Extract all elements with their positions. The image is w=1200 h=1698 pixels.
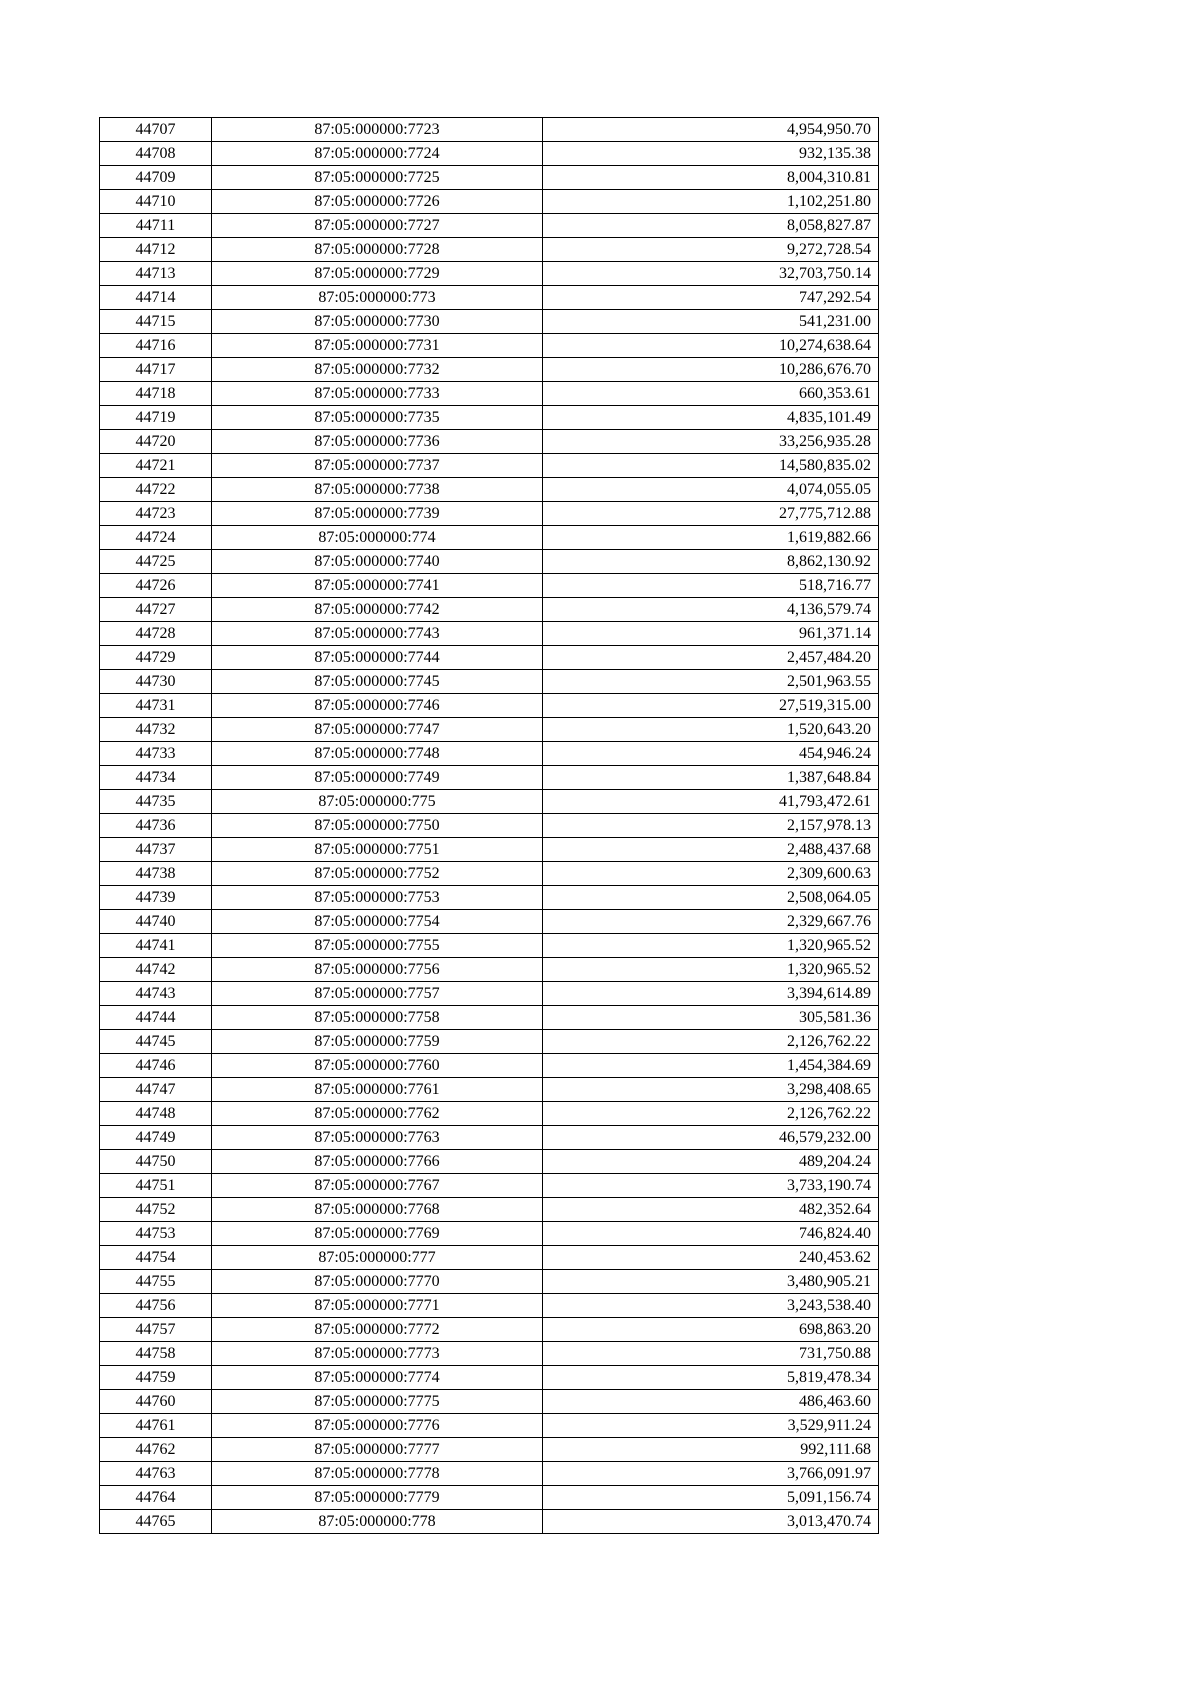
cadastral-number-cell: 87:05:000000:7773 — [212, 1342, 543, 1366]
cadastral-number-cell: 87:05:000000:7730 — [212, 310, 543, 334]
cadastral-number-cell: 87:05:000000:7772 — [212, 1318, 543, 1342]
cadastral-number-cell: 87:05:000000:7736 — [212, 430, 543, 454]
cadastral-number-cell: 87:05:000000:7733 — [212, 382, 543, 406]
value-amount-cell: 4,136,579.74 — [543, 598, 879, 622]
cadastral-number-cell: 87:05:000000:778 — [212, 1510, 543, 1534]
cadastral-number-cell: 87:05:000000:7742 — [212, 598, 543, 622]
cadastral-number-cell: 87:05:000000:7777 — [212, 1438, 543, 1462]
value-amount-cell: 8,862,130.92 — [543, 550, 879, 574]
value-amount-cell: 1,454,384.69 — [543, 1054, 879, 1078]
row-number-cell: 44736 — [100, 814, 212, 838]
row-number-cell: 44734 — [100, 766, 212, 790]
cadastral-number-cell: 87:05:000000:777 — [212, 1246, 543, 1270]
table-row — [100, 1198, 879, 1222]
value-amount-cell: 5,819,478.34 — [543, 1366, 879, 1390]
cadastral-number-cell: 87:05:000000:7775 — [212, 1390, 543, 1414]
value-amount-cell: 454,946.24 — [543, 742, 879, 766]
row-number-cell: 44747 — [100, 1078, 212, 1102]
row-number-cell: 44711 — [100, 214, 212, 238]
row-number-cell: 44726 — [100, 574, 212, 598]
table-row — [100, 718, 879, 742]
table-row — [100, 694, 879, 718]
value-amount-cell: 2,488,437.68 — [543, 838, 879, 862]
value-amount-cell: 3,243,538.40 — [543, 1294, 879, 1318]
table-row — [100, 358, 879, 382]
value-amount-cell: 2,126,762.22 — [543, 1102, 879, 1126]
value-amount-cell: 27,519,315.00 — [543, 694, 879, 718]
value-amount-cell: 1,387,648.84 — [543, 766, 879, 790]
table-row — [100, 478, 879, 502]
cadastral-number-cell: 87:05:000000:7729 — [212, 262, 543, 286]
cadastral-number-cell: 87:05:000000:7745 — [212, 670, 543, 694]
row-number-cell: 44765 — [100, 1510, 212, 1534]
row-number-cell: 44753 — [100, 1222, 212, 1246]
value-amount-cell: 10,274,638.64 — [543, 334, 879, 358]
row-number-cell: 44748 — [100, 1102, 212, 1126]
table-row — [100, 502, 879, 526]
row-number-cell: 44715 — [100, 310, 212, 334]
cadastral-number-cell: 87:05:000000:7776 — [212, 1414, 543, 1438]
table-row — [100, 1318, 879, 1342]
value-amount-cell: 2,501,963.55 — [543, 670, 879, 694]
value-amount-cell: 3,013,470.74 — [543, 1510, 879, 1534]
row-number-cell: 44707 — [100, 118, 212, 142]
cadastral-number-cell: 87:05:000000:7766 — [212, 1150, 543, 1174]
value-amount-cell: 4,074,055.05 — [543, 478, 879, 502]
value-amount-cell: 482,352.64 — [543, 1198, 879, 1222]
table-row — [100, 1390, 879, 1414]
cadastral-value-table — [99, 117, 879, 1534]
row-number-cell: 44724 — [100, 526, 212, 550]
cadastral-number-cell: 87:05:000000:7747 — [212, 718, 543, 742]
table-row — [100, 1174, 879, 1198]
cadastral-number-cell: 87:05:000000:7723 — [212, 118, 543, 142]
value-amount-cell: 3,298,408.65 — [543, 1078, 879, 1102]
table-row — [100, 214, 879, 238]
cadastral-number-cell: 87:05:000000:7760 — [212, 1054, 543, 1078]
value-amount-cell: 1,520,643.20 — [543, 718, 879, 742]
row-number-cell: 44729 — [100, 646, 212, 670]
table-row — [100, 1414, 879, 1438]
cadastral-number-cell: 87:05:000000:7732 — [212, 358, 543, 382]
row-number-cell: 44751 — [100, 1174, 212, 1198]
table-row — [100, 1126, 879, 1150]
value-amount-cell: 1,619,882.66 — [543, 526, 879, 550]
table-row — [100, 1486, 879, 1510]
value-amount-cell: 41,793,472.61 — [543, 790, 879, 814]
table-row — [100, 670, 879, 694]
value-amount-cell: 8,004,310.81 — [543, 166, 879, 190]
row-number-cell: 44732 — [100, 718, 212, 742]
cadastral-number-cell: 87:05:000000:7735 — [212, 406, 543, 430]
value-amount-cell: 489,204.24 — [543, 1150, 879, 1174]
cadastral-number-cell: 87:05:000000:7751 — [212, 838, 543, 862]
cadastral-number-cell: 87:05:000000:7739 — [212, 502, 543, 526]
row-number-cell: 44723 — [100, 502, 212, 526]
table-row — [100, 430, 879, 454]
table-row — [100, 1078, 879, 1102]
row-number-cell: 44721 — [100, 454, 212, 478]
row-number-cell: 44725 — [100, 550, 212, 574]
value-amount-cell: 518,716.77 — [543, 574, 879, 598]
table-row — [100, 622, 879, 646]
cadastral-number-cell: 87:05:000000:7753 — [212, 886, 543, 910]
row-number-cell: 44720 — [100, 430, 212, 454]
cadastral-number-cell: 87:05:000000:7728 — [212, 238, 543, 262]
row-number-cell: 44722 — [100, 478, 212, 502]
cadastral-number-cell: 87:05:000000:7758 — [212, 1006, 543, 1030]
cadastral-number-cell: 87:05:000000:7731 — [212, 334, 543, 358]
cadastral-number-cell: 87:05:000000:7770 — [212, 1270, 543, 1294]
value-amount-cell: 660,353.61 — [543, 382, 879, 406]
value-amount-cell: 698,863.20 — [543, 1318, 879, 1342]
row-number-cell: 44763 — [100, 1462, 212, 1486]
row-number-cell: 44756 — [100, 1294, 212, 1318]
value-amount-cell: 2,157,978.13 — [543, 814, 879, 838]
cadastral-number-cell: 87:05:000000:7755 — [212, 934, 543, 958]
table-row — [100, 454, 879, 478]
row-number-cell: 44741 — [100, 934, 212, 958]
cadastral-number-cell: 87:05:000000:774 — [212, 526, 543, 550]
value-amount-cell: 2,309,600.63 — [543, 862, 879, 886]
value-amount-cell: 240,453.62 — [543, 1246, 879, 1270]
cadastral-number-cell: 87:05:000000:7725 — [212, 166, 543, 190]
value-amount-cell: 2,457,484.20 — [543, 646, 879, 670]
cadastral-number-cell: 87:05:000000:7763 — [212, 1126, 543, 1150]
table-row — [100, 598, 879, 622]
value-amount-cell: 8,058,827.87 — [543, 214, 879, 238]
table-row — [100, 1438, 879, 1462]
value-amount-cell: 10,286,676.70 — [543, 358, 879, 382]
cadastral-number-cell: 87:05:000000:7752 — [212, 862, 543, 886]
row-number-cell: 44719 — [100, 406, 212, 430]
value-amount-cell: 3,529,911.24 — [543, 1414, 879, 1438]
row-number-cell: 44717 — [100, 358, 212, 382]
row-number-cell: 44761 — [100, 1414, 212, 1438]
cadastral-number-cell: 87:05:000000:7774 — [212, 1366, 543, 1390]
table-row — [100, 286, 879, 310]
row-number-cell: 44750 — [100, 1150, 212, 1174]
table-row — [100, 838, 879, 862]
value-amount-cell: 2,508,064.05 — [543, 886, 879, 910]
value-amount-cell: 27,775,712.88 — [543, 502, 879, 526]
value-amount-cell: 4,954,950.70 — [543, 118, 879, 142]
value-amount-cell: 1,320,965.52 — [543, 958, 879, 982]
cadastral-number-cell: 87:05:000000:7749 — [212, 766, 543, 790]
cadastral-number-cell: 87:05:000000:773 — [212, 286, 543, 310]
row-number-cell: 44740 — [100, 910, 212, 934]
value-amount-cell: 746,824.40 — [543, 1222, 879, 1246]
table-row — [100, 742, 879, 766]
value-amount-cell: 992,111.68 — [543, 1438, 879, 1462]
table-row — [100, 1294, 879, 1318]
row-number-cell: 44746 — [100, 1054, 212, 1078]
cadastral-number-cell: 87:05:000000:7737 — [212, 454, 543, 478]
table-row — [100, 262, 879, 286]
value-amount-cell: 305,581.36 — [543, 1006, 879, 1030]
row-number-cell: 44739 — [100, 886, 212, 910]
table-row — [100, 1462, 879, 1486]
cadastral-number-cell: 87:05:000000:7778 — [212, 1462, 543, 1486]
table-row — [100, 550, 879, 574]
cadastral-number-cell: 87:05:000000:7769 — [212, 1222, 543, 1246]
table-row — [100, 1510, 879, 1534]
row-number-cell: 44731 — [100, 694, 212, 718]
table-row — [100, 574, 879, 598]
table-row — [100, 166, 879, 190]
row-number-cell: 44742 — [100, 958, 212, 982]
row-number-cell: 44709 — [100, 166, 212, 190]
cadastral-number-cell: 87:05:000000:7743 — [212, 622, 543, 646]
row-number-cell: 44745 — [100, 1030, 212, 1054]
value-amount-cell: 961,371.14 — [543, 622, 879, 646]
table-row — [100, 190, 879, 214]
value-amount-cell: 3,480,905.21 — [543, 1270, 879, 1294]
table-row — [100, 1246, 879, 1270]
cadastral-number-cell: 87:05:000000:7759 — [212, 1030, 543, 1054]
value-amount-cell: 32,703,750.14 — [543, 262, 879, 286]
row-number-cell: 44713 — [100, 262, 212, 286]
table-row — [100, 142, 879, 166]
row-number-cell: 44712 — [100, 238, 212, 262]
value-amount-cell: 46,579,232.00 — [543, 1126, 879, 1150]
cadastral-number-cell: 87:05:000000:775 — [212, 790, 543, 814]
table-row — [100, 1054, 879, 1078]
table-row — [100, 334, 879, 358]
table-row — [100, 238, 879, 262]
value-amount-cell: 1,102,251.80 — [543, 190, 879, 214]
row-number-cell: 44758 — [100, 1342, 212, 1366]
table-row — [100, 766, 879, 790]
table-row — [100, 1342, 879, 1366]
row-number-cell: 44752 — [100, 1198, 212, 1222]
cadastral-number-cell: 87:05:000000:7727 — [212, 214, 543, 238]
table-body — [100, 118, 879, 1534]
cadastral-number-cell: 87:05:000000:7740 — [212, 550, 543, 574]
row-number-cell: 44764 — [100, 1486, 212, 1510]
cadastral-number-cell: 87:05:000000:7746 — [212, 694, 543, 718]
value-amount-cell: 747,292.54 — [543, 286, 879, 310]
row-number-cell: 44730 — [100, 670, 212, 694]
row-number-cell: 44710 — [100, 190, 212, 214]
row-number-cell: 44738 — [100, 862, 212, 886]
table-row — [100, 382, 879, 406]
cadastral-number-cell: 87:05:000000:7738 — [212, 478, 543, 502]
value-amount-cell: 3,733,190.74 — [543, 1174, 879, 1198]
table-row — [100, 406, 879, 430]
table-row — [100, 790, 879, 814]
row-number-cell: 44743 — [100, 982, 212, 1006]
row-number-cell: 44735 — [100, 790, 212, 814]
row-number-cell: 44744 — [100, 1006, 212, 1030]
row-number-cell: 44716 — [100, 334, 212, 358]
row-number-cell: 44754 — [100, 1246, 212, 1270]
value-amount-cell: 932,135.38 — [543, 142, 879, 166]
table-row — [100, 1030, 879, 1054]
row-number-cell: 44718 — [100, 382, 212, 406]
row-number-cell: 44714 — [100, 286, 212, 310]
table-row — [100, 646, 879, 670]
value-amount-cell: 731,750.88 — [543, 1342, 879, 1366]
table-row — [100, 934, 879, 958]
cadastral-number-cell: 87:05:000000:7768 — [212, 1198, 543, 1222]
cadastral-number-cell: 87:05:000000:7724 — [212, 142, 543, 166]
cadastral-number-cell: 87:05:000000:7750 — [212, 814, 543, 838]
table-row — [100, 310, 879, 334]
value-amount-cell: 1,320,965.52 — [543, 934, 879, 958]
table-row — [100, 814, 879, 838]
cadastral-number-cell: 87:05:000000:7756 — [212, 958, 543, 982]
row-number-cell: 44733 — [100, 742, 212, 766]
cadastral-number-cell: 87:05:000000:7767 — [212, 1174, 543, 1198]
value-amount-cell: 486,463.60 — [543, 1390, 879, 1414]
table-row — [100, 1006, 879, 1030]
row-number-cell: 44759 — [100, 1366, 212, 1390]
value-amount-cell: 3,766,091.97 — [543, 1462, 879, 1486]
table-row — [100, 526, 879, 550]
row-number-cell: 44755 — [100, 1270, 212, 1294]
table-row — [100, 982, 879, 1006]
table-row — [100, 1366, 879, 1390]
row-number-cell: 44737 — [100, 838, 212, 862]
row-number-cell: 44757 — [100, 1318, 212, 1342]
row-number-cell: 44728 — [100, 622, 212, 646]
cadastral-number-cell: 87:05:000000:7726 — [212, 190, 543, 214]
value-amount-cell: 2,126,762.22 — [543, 1030, 879, 1054]
table-row — [100, 1102, 879, 1126]
value-amount-cell: 9,272,728.54 — [543, 238, 879, 262]
value-amount-cell: 3,394,614.89 — [543, 982, 879, 1006]
cadastral-number-cell: 87:05:000000:7757 — [212, 982, 543, 1006]
table-row — [100, 910, 879, 934]
cadastral-number-cell: 87:05:000000:7741 — [212, 574, 543, 598]
table-row — [100, 862, 879, 886]
table-row — [100, 1150, 879, 1174]
value-amount-cell: 541,231.00 — [543, 310, 879, 334]
value-amount-cell: 2,329,667.76 — [543, 910, 879, 934]
row-number-cell: 44749 — [100, 1126, 212, 1150]
table-row — [100, 1222, 879, 1246]
cadastral-number-cell: 87:05:000000:7762 — [212, 1102, 543, 1126]
cadastral-number-cell: 87:05:000000:7748 — [212, 742, 543, 766]
cadastral-number-cell: 87:05:000000:7771 — [212, 1294, 543, 1318]
table-row — [100, 118, 879, 142]
cadastral-number-cell: 87:05:000000:7744 — [212, 646, 543, 670]
value-amount-cell: 14,580,835.02 — [543, 454, 879, 478]
table-row — [100, 886, 879, 910]
table-row — [100, 958, 879, 982]
row-number-cell: 44760 — [100, 1390, 212, 1414]
value-amount-cell: 5,091,156.74 — [543, 1486, 879, 1510]
value-amount-cell: 33,256,935.28 — [543, 430, 879, 454]
cadastral-number-cell: 87:05:000000:7779 — [212, 1486, 543, 1510]
table-row — [100, 1270, 879, 1294]
cadastral-number-cell: 87:05:000000:7761 — [212, 1078, 543, 1102]
row-number-cell: 44708 — [100, 142, 212, 166]
value-amount-cell: 4,835,101.49 — [543, 406, 879, 430]
row-number-cell: 44727 — [100, 598, 212, 622]
cadastral-number-cell: 87:05:000000:7754 — [212, 910, 543, 934]
row-number-cell: 44762 — [100, 1438, 212, 1462]
